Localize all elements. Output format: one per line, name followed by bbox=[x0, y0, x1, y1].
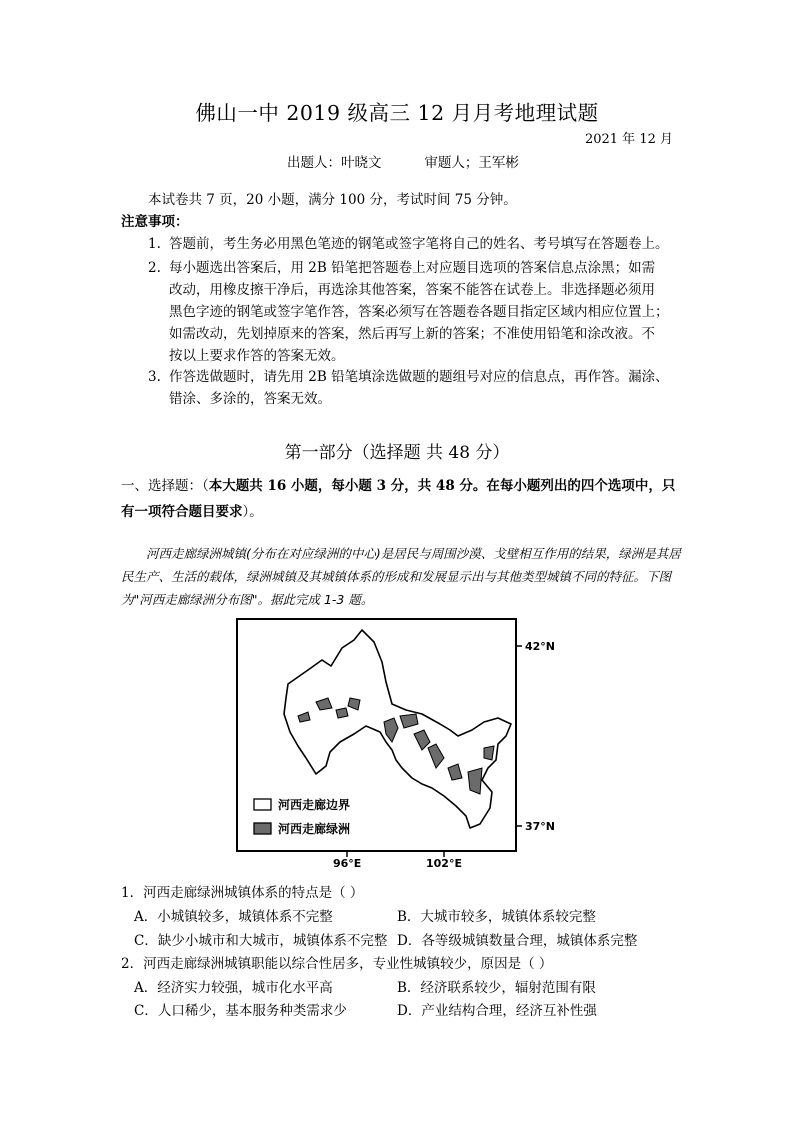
exam-title: 佛山一中 2019 级高三 12 月月考地理试题 bbox=[195, 101, 599, 125]
part-title: 第一部分（选择题 共 48 分） bbox=[284, 443, 510, 463]
note-line: 黑色字迹的钢笔或签字笔作答，答案必须写在答题卷各题目指定区域内相应位置上； bbox=[169, 304, 669, 320]
legend-oasis-label: 河西走廊绿洲 bbox=[278, 822, 351, 836]
latitude-label: 42°N bbox=[525, 640, 556, 653]
longitude-label: 96°E bbox=[333, 857, 362, 868]
latitude-label: 37°N bbox=[525, 820, 556, 833]
note-line: 改动，用橡皮擦干净后，再选涂其他答案，答案不能答在试卷上。非选择题必须用 bbox=[169, 282, 655, 298]
note-item bbox=[148, 366, 688, 410]
note-line: 答题前，考生务必用黑色笔迹的钢笔或签字笔将自己的姓名、考号填写在答题卷上。 bbox=[169, 236, 669, 252]
exam-date: 2021 年 12 月 bbox=[584, 132, 673, 147]
answer-option: A．经济实力较强，城市化水平高 bbox=[134, 980, 333, 996]
oasis-patch bbox=[468, 768, 482, 794]
answer-option: C．缺少小城市和大城市，城镇体系不完整 bbox=[134, 933, 388, 949]
hexi-oasis-map bbox=[236, 618, 566, 868]
legend-boundary-swatch bbox=[254, 799, 271, 810]
question-stem: 2．河西走廊绿洲城镇职能以综合性居多，专业性城镇较少，原因是（ ） bbox=[121, 956, 553, 972]
note-number: 2. bbox=[148, 260, 161, 276]
section-instructions bbox=[121, 473, 681, 525]
legend-boundary-label: 河西走廊边界 bbox=[278, 798, 351, 812]
note-item bbox=[148, 257, 688, 367]
answer-option: B．大城市较多，城镇体系较完整 bbox=[397, 909, 596, 925]
note-line: 错涂、多涂的，答案无效。 bbox=[169, 391, 331, 407]
answer-option: D．产业结构合理，经济互补性强 bbox=[397, 1003, 597, 1019]
exam-intro: 本试卷共 7 页，20 小题，满分 100 分，考试时间 75 分钟。 bbox=[148, 192, 517, 208]
question-stem: 1．河西走廊绿洲城镇体系的特点是（ ） bbox=[121, 885, 364, 901]
section-tail: ）。 bbox=[242, 504, 263, 520]
section-bold: 本大题共 16 小题，每小题 3 分，共 48 分。在每小题列出的四个选项中，只有一项符合题目要求 bbox=[121, 478, 676, 520]
oasis-patch bbox=[484, 746, 494, 760]
reading-passage: 河西走廊绿洲城镇(分布在对应绿洲的中心)是居民与周围沙漠、戈壁相互作用的结果，绿洲是其居民生产、生活的载体，绿洲城镇及其城镇体系的形成和发展显示出与其他类型城镇不同的特征。下图为"河西走廊绿洲分布图"。据此完成 1-3 题。 bbox=[121, 546, 681, 607]
notes-heading: 注意事项： bbox=[121, 214, 189, 230]
legend-oasis-swatch bbox=[254, 823, 271, 834]
answer-option: B．经济联系较少，辐射范围有限 bbox=[397, 980, 596, 996]
note-line: 如需改动，先划掉原来的答案，然后再写上新的答案；不准使用铅笔和涂改液。不 bbox=[169, 326, 655, 342]
section-lead: 一、选择题：（ bbox=[121, 478, 209, 494]
note-line: 每小题选出答案后，用 2B 铅笔把答题卷上对应题目选项的答案信息点涂黑；如需 bbox=[169, 260, 656, 276]
answer-option: D．各等级城镇数量合理，城镇体系完整 bbox=[397, 933, 638, 949]
note-item bbox=[148, 233, 688, 255]
note-number: 3. bbox=[148, 369, 161, 385]
note-line: 按以上要求作答的答案无效。 bbox=[169, 348, 345, 364]
longitude-label: 102°E bbox=[426, 857, 462, 868]
exam-authors: 出题人：叶晓文 审题人；王军彬 bbox=[287, 155, 519, 171]
note-number: 1. bbox=[148, 236, 161, 252]
oasis-patch bbox=[336, 708, 348, 718]
note-line: 作答选做题时，请先用 2B 铅笔填涂选做题的题组号对应的信息点，再作答。漏涂、 bbox=[169, 369, 669, 385]
answer-option: C．人口稀少，基本服务种类需求少 bbox=[134, 1003, 347, 1019]
answer-option: A．小城镇较多，城镇体系不完整 bbox=[134, 909, 333, 925]
